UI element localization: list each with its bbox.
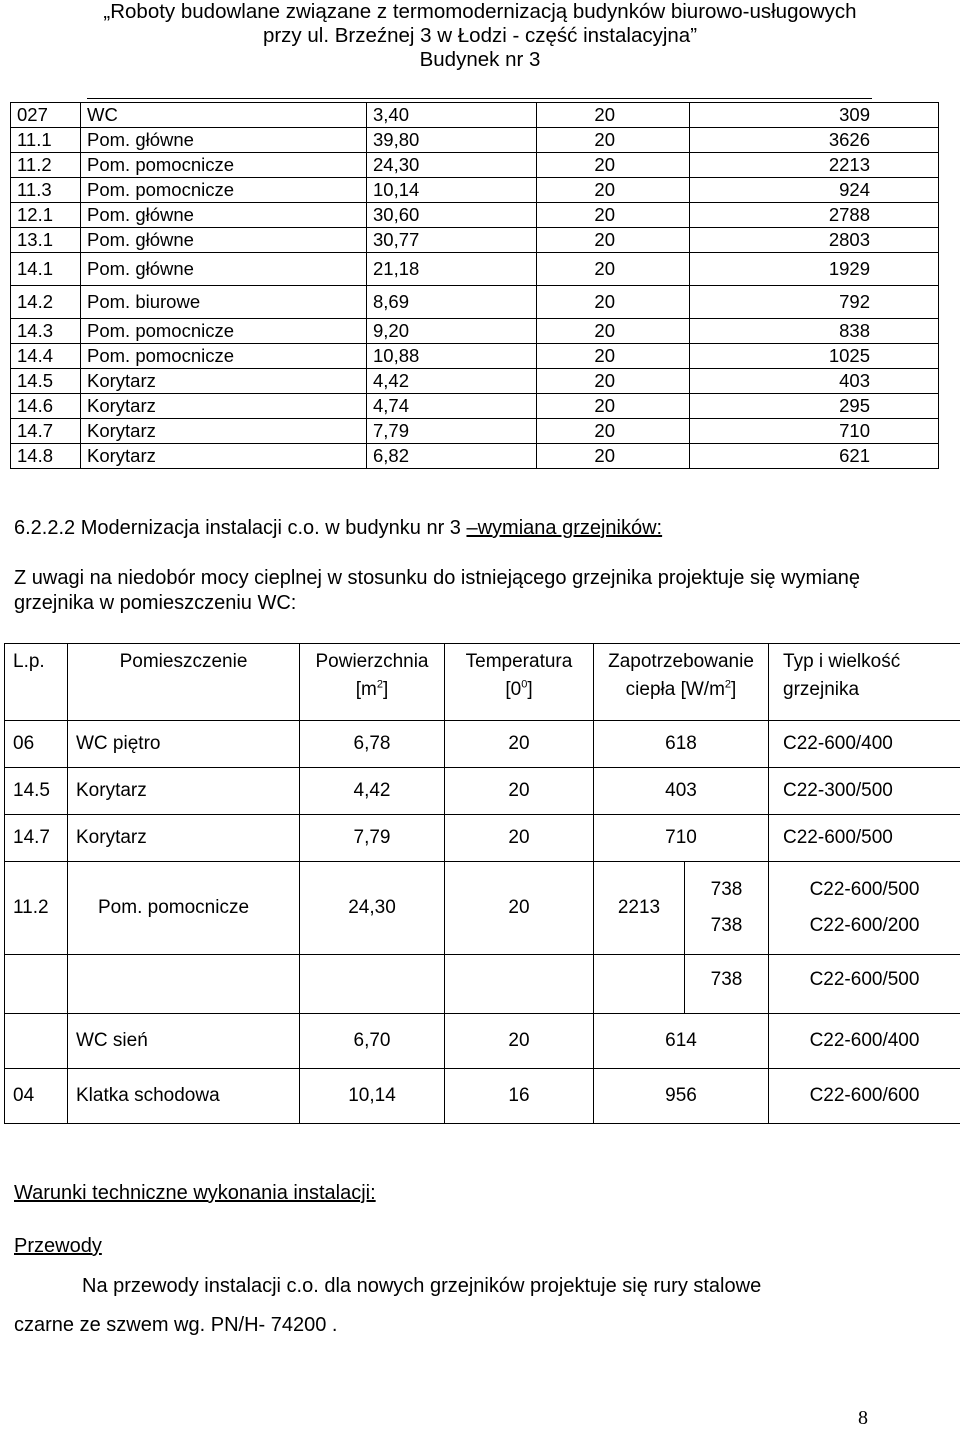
header-heat bbox=[594, 644, 769, 721]
cell-room: WC bbox=[81, 103, 367, 128]
sub-type-1: C22-600/500 bbox=[810, 879, 920, 900]
cell-lp: 14.2 bbox=[11, 286, 81, 319]
header-heat-label: Zapotrzebowanie bbox=[608, 651, 754, 672]
cell-room: Pom. pomocnicze bbox=[81, 153, 367, 178]
cell-area: 39,80 bbox=[367, 128, 537, 153]
cell-type: C22-600/500 bbox=[769, 815, 960, 862]
cell-empty bbox=[445, 955, 594, 1014]
header-area-sup: 2 bbox=[377, 679, 383, 691]
cell-temp: 20 bbox=[537, 419, 690, 444]
cell-heat: 838 bbox=[690, 319, 939, 344]
cell-room: Klatka schodowa bbox=[68, 1069, 300, 1124]
cell-sub-type bbox=[769, 862, 960, 955]
cell-area: 30,77 bbox=[367, 228, 537, 253]
cell-area: 10,14 bbox=[300, 1069, 445, 1124]
header-room: Pomieszczenie bbox=[68, 644, 300, 721]
cell-lp: 14.1 bbox=[11, 253, 81, 286]
cell-lp: 11.1 bbox=[11, 128, 81, 153]
page-number: 8 bbox=[858, 1407, 868, 1430]
section-subtitle: –wymiana grzejników: bbox=[466, 517, 662, 539]
sub-heat-3: 738 bbox=[685, 955, 769, 1014]
cell-room: Pom. pomocnicze bbox=[81, 178, 367, 203]
cell-room: Pom. główne bbox=[81, 253, 367, 286]
cell-temp: 20 bbox=[537, 319, 690, 344]
cell-heat: 2788 bbox=[690, 203, 939, 228]
cell-temp: 20 bbox=[445, 1014, 594, 1069]
cell-area: 7,79 bbox=[367, 419, 537, 444]
table-header-row bbox=[5, 644, 960, 721]
header-area bbox=[300, 644, 445, 721]
cell-room: Korytarz bbox=[81, 444, 367, 469]
table-row bbox=[5, 1069, 960, 1124]
header-area-close: ] bbox=[383, 679, 388, 700]
cell-room: Korytarz bbox=[68, 768, 300, 815]
header-line-2: przy ul. Brzeźnej 3 w Łodzi - część instalacyjna” bbox=[0, 24, 960, 48]
cell-heat: 3626 bbox=[690, 128, 939, 153]
cell-type: C22-600/400 bbox=[769, 721, 960, 768]
cell-lp bbox=[5, 1014, 68, 1069]
cell-temp: 20 bbox=[537, 153, 690, 178]
table-row-sub bbox=[5, 955, 960, 1014]
sub-type-2: C22-600/200 bbox=[810, 915, 920, 936]
header-temp-label: Temperatura bbox=[466, 651, 573, 672]
section-number-title: 6.2.2.2 Modernizacja instalacji c.o. w budynku nr 3 bbox=[14, 517, 461, 539]
header-temp-sup: 0 bbox=[521, 679, 527, 691]
cell-area: 6,70 bbox=[300, 1014, 445, 1069]
cell-lp: 13.1 bbox=[11, 228, 81, 253]
cell-temp: 20 bbox=[537, 444, 690, 469]
section-title bbox=[14, 517, 662, 540]
cell-temp: 20 bbox=[537, 286, 690, 319]
cell-temp: 20 bbox=[537, 228, 690, 253]
cell-heat: 614 bbox=[594, 1014, 769, 1069]
cell-room: Korytarz bbox=[68, 815, 300, 862]
table-row bbox=[11, 369, 939, 394]
header-heat-sup: 2 bbox=[725, 679, 731, 691]
cell-heat: 2213 bbox=[690, 153, 939, 178]
cell-heat: 295 bbox=[690, 394, 939, 419]
cell-room: Pom. pomocnicze bbox=[81, 319, 367, 344]
cell-area: 4,74 bbox=[367, 394, 537, 419]
cell-lp: 14.7 bbox=[5, 815, 68, 862]
sub-type-3: C22-600/500 bbox=[769, 955, 960, 1014]
cell-heat: 710 bbox=[594, 815, 769, 862]
cell-temp: 20 bbox=[445, 721, 594, 768]
cell-temp: 16 bbox=[445, 1069, 594, 1124]
cell-room: Pom. główne bbox=[81, 203, 367, 228]
cell-area: 24,30 bbox=[367, 153, 537, 178]
table-row bbox=[5, 815, 960, 862]
cell-lp: 14.5 bbox=[5, 768, 68, 815]
cell-heat: 2803 bbox=[690, 228, 939, 253]
table-row bbox=[11, 228, 939, 253]
table-row bbox=[5, 768, 960, 815]
header-type-label: Typ i wielkość bbox=[783, 651, 900, 672]
cell-temp: 20 bbox=[445, 862, 594, 955]
cell-area: 3,40 bbox=[367, 103, 537, 128]
cell-heat: 710 bbox=[690, 419, 939, 444]
cell-room: WC piętro bbox=[68, 721, 300, 768]
cell-area: 4,42 bbox=[300, 768, 445, 815]
table-row bbox=[11, 203, 939, 228]
conditions-line-1: Na przewody instalacji c.o. dla nowych grzejników projektuje się rury stalowe bbox=[82, 1275, 761, 1298]
table-row bbox=[11, 253, 939, 286]
cell-type: C22-600/600 bbox=[769, 1069, 960, 1124]
cell-type: C22-300/500 bbox=[769, 768, 960, 815]
cell-lp: 14.5 bbox=[11, 369, 81, 394]
conditions-line-2: czarne ze szwem wg. PN/H- 74200 . bbox=[14, 1314, 337, 1337]
cell-area: 4,42 bbox=[367, 369, 537, 394]
cell-heat: 792 bbox=[690, 286, 939, 319]
cell-room: Korytarz bbox=[81, 419, 367, 444]
cell-lp: 11.2 bbox=[11, 153, 81, 178]
cell-heat: 1025 bbox=[690, 344, 939, 369]
conditions-title: Warunki techniczne wykonania instalacji: bbox=[14, 1182, 376, 1205]
cell-heat: 1929 bbox=[690, 253, 939, 286]
cell-empty bbox=[68, 955, 300, 1014]
table-row bbox=[11, 178, 939, 203]
header-line-1: „Roboty budowlane związane z termomodernizacją budynków biurowo-usługowych bbox=[0, 0, 960, 24]
cell-heat: 621 bbox=[690, 444, 939, 469]
table-row bbox=[11, 444, 939, 469]
cell-temp: 20 bbox=[537, 128, 690, 153]
cell-area: 10,88 bbox=[367, 344, 537, 369]
cell-heat: 618 bbox=[594, 721, 769, 768]
cell-lp: 027 bbox=[11, 103, 81, 128]
cell-area: 8,69 bbox=[367, 286, 537, 319]
header-heat-close: ] bbox=[731, 679, 736, 700]
cell-heat: 403 bbox=[594, 768, 769, 815]
cell-room: Pom. pomocnicze bbox=[81, 344, 367, 369]
table-row bbox=[5, 721, 960, 768]
header-lp: L.p. bbox=[5, 644, 68, 721]
cell-temp: 20 bbox=[445, 768, 594, 815]
cell-heat: 956 bbox=[594, 1069, 769, 1124]
cell-lp: 06 bbox=[5, 721, 68, 768]
cell-area: 10,14 bbox=[367, 178, 537, 203]
cell-heat: 403 bbox=[690, 369, 939, 394]
table-row bbox=[11, 286, 939, 319]
cell-temp: 20 bbox=[537, 103, 690, 128]
cell-heat: 2213 bbox=[594, 862, 685, 955]
cell-empty bbox=[5, 955, 68, 1014]
cell-heat: 309 bbox=[690, 103, 939, 128]
table-row bbox=[11, 319, 939, 344]
cell-room: Pom. pomocnicze bbox=[68, 862, 300, 955]
cell-area: 9,20 bbox=[367, 319, 537, 344]
cell-lp: 11.2 bbox=[5, 862, 68, 955]
header-line-3: Budynek nr 3 bbox=[0, 48, 960, 72]
cell-temp: 20 bbox=[537, 394, 690, 419]
table-row bbox=[5, 1014, 960, 1069]
table-row bbox=[11, 394, 939, 419]
section-paragraph: Z uwagi na niedobór mocy cieplnej w stosunku do istniejącego grzejnika projektuje się wymianę grzejnika w pomieszczeniu WC: bbox=[14, 566, 914, 616]
document-header bbox=[0, 0, 960, 72]
cell-room: WC sień bbox=[68, 1014, 300, 1069]
table-row bbox=[11, 344, 939, 369]
table-row bbox=[11, 128, 939, 153]
cell-lp: 11.3 bbox=[11, 178, 81, 203]
cell-lp: 14.8 bbox=[11, 444, 81, 469]
cell-area: 21,18 bbox=[367, 253, 537, 286]
cell-lp: 14.6 bbox=[11, 394, 81, 419]
table-row bbox=[11, 103, 939, 128]
radiator-table bbox=[4, 643, 960, 1124]
cell-lp: 14.3 bbox=[11, 319, 81, 344]
cell-lp: 12.1 bbox=[11, 203, 81, 228]
cell-lp: 14.7 bbox=[11, 419, 81, 444]
cell-temp: 20 bbox=[537, 369, 690, 394]
cell-area: 7,79 bbox=[300, 815, 445, 862]
cell-area: 6,78 bbox=[300, 721, 445, 768]
cell-temp: 20 bbox=[537, 344, 690, 369]
cell-empty bbox=[594, 955, 685, 1014]
header-temp-close: ] bbox=[527, 679, 532, 700]
header-area-unit: [m bbox=[356, 679, 377, 700]
sub-heat-2: 738 bbox=[711, 915, 743, 936]
table-row-group bbox=[5, 862, 960, 955]
header-area-label: Powierzchnia bbox=[316, 651, 429, 672]
cell-room: Pom. główne bbox=[81, 128, 367, 153]
cell-lp: 14.4 bbox=[11, 344, 81, 369]
cell-heat: 924 bbox=[690, 178, 939, 203]
cell-area: 30,60 bbox=[367, 203, 537, 228]
header-rule bbox=[87, 98, 872, 99]
header-temp bbox=[445, 644, 594, 721]
cell-lp: 04 bbox=[5, 1069, 68, 1124]
cell-area: 24,30 bbox=[300, 862, 445, 955]
cell-temp: 20 bbox=[537, 203, 690, 228]
table-row bbox=[11, 419, 939, 444]
cell-room: Korytarz bbox=[81, 369, 367, 394]
header-heat-unit: ciepła [W/m bbox=[626, 679, 725, 700]
cell-temp: 20 bbox=[537, 178, 690, 203]
table-row bbox=[11, 153, 939, 178]
cell-empty bbox=[300, 955, 445, 1014]
cell-area: 6,82 bbox=[367, 444, 537, 469]
header-type bbox=[769, 644, 960, 721]
sub-heat-1: 738 bbox=[711, 879, 743, 900]
cell-type: C22-600/400 bbox=[769, 1014, 960, 1069]
cell-temp: 20 bbox=[537, 253, 690, 286]
header-temp-unit: [0 bbox=[505, 679, 521, 700]
cell-room: Pom. główne bbox=[81, 228, 367, 253]
heat-demand-table bbox=[10, 102, 939, 469]
cell-sub-heat bbox=[685, 862, 769, 955]
cell-temp: 20 bbox=[445, 815, 594, 862]
header-type-label-2: grzejnika bbox=[783, 679, 859, 700]
cell-room: Pom. biurowe bbox=[81, 286, 367, 319]
cell-room: Korytarz bbox=[81, 394, 367, 419]
conditions-subheading: Przewody bbox=[14, 1235, 102, 1258]
